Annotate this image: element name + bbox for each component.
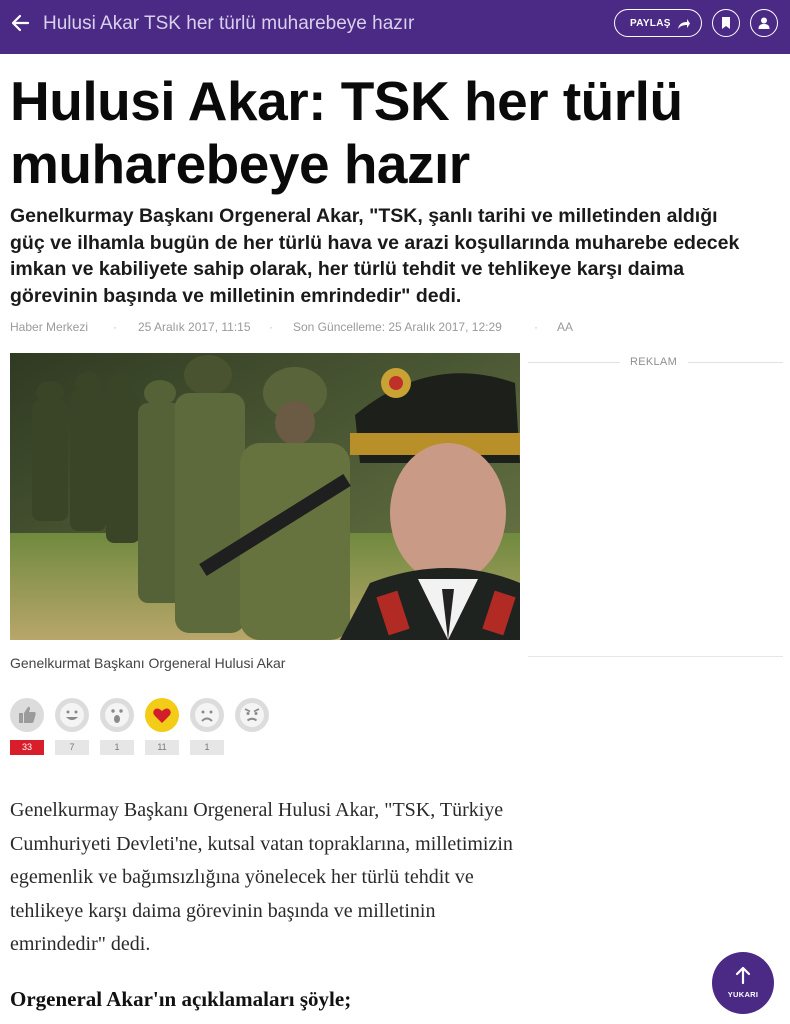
photo-caption: Genelkurmat Başkanı Orgeneral Hulusi Akar [10,655,286,671]
profile-button[interactable] [750,9,778,37]
reaction-count: 1 [100,740,134,755]
ad-label: REKLAM [630,356,678,368]
ad-divider [688,362,783,363]
angry-face-icon [235,698,269,732]
updated-date: Son Güncelleme: 25 Aralık 2017, 12:29 [293,320,502,334]
reaction-sad[interactable] [190,698,224,732]
top-bar [0,0,790,54]
scroll-to-top-button[interactable] [712,952,774,1014]
back-arrow-icon[interactable] [8,10,34,36]
reaction-like[interactable] [10,698,44,732]
article-subheading: Orgeneral Akar'ın açıklamaları şöyle; [10,987,352,1011]
reaction-smile[interactable] [55,698,89,732]
ad-bottom-divider [528,656,783,657]
author-label[interactable]: Haber Merkezi [10,320,89,334]
published-date: 25 Aralık 2017, 11:15 [138,320,251,334]
scroll-to-top-label: YUKARI [727,990,759,999]
meta-separator: · [113,320,117,334]
share-label: PAYLAŞ [630,18,671,29]
top-bar-title: Hulusi Akar TSK her türlü muharebeye hazır [43,13,415,34]
article-body-paragraph: Genelkurmay Başkanı Orgeneral Hulusi Akar, "TSK, Türkiye Cumhuriyeti Devleti'ne, kutsal vatan topraklarına, milletimizin egemenlik ve bağımsızlığına yönelecek her türlü tehdit ve tehlikeye karşı daima görevinin başında ve milletinin emrindedir" dedi. [10,799,513,955]
reaction-count: 7 [55,740,89,755]
reaction-count: 1 [190,740,224,755]
article-photo[interactable] [10,353,520,640]
reaction-count: 33 [10,740,44,755]
article-headline: Hulusi Akar: TSK her türlü muharebeye hazır [10,70,683,195]
ad-divider [528,362,620,363]
user-icon [757,16,771,30]
soldiers-and-general-photo [10,353,520,640]
share-button[interactable] [614,9,702,37]
smile-face-icon [55,698,89,732]
thumbs-up-icon [10,698,44,732]
reaction-count: 11 [145,740,179,755]
bookmark-button[interactable] [712,9,740,37]
reaction-surprised[interactable] [100,698,134,732]
surprised-face-icon [100,698,134,732]
article-summary: Genelkurmay Başkanı Orgeneral Akar, "TSK, şanlı tarihi ve milletinden aldığı güç ve ilhamla bugün de her türlü hava ve arazi koşullarında muharebe edecek imkan ve kabiliyete sahip olarak, her türlü tehdit ve tehlikeye karşı daima görevinin başında ve milletinin emrindedir" dedi. [10,205,740,307]
meta-separator: · [534,320,538,334]
sad-face-icon [190,698,224,732]
bookmark-icon [719,16,733,30]
reaction-angry[interactable] [235,698,269,732]
meta-separator: · [269,320,273,334]
reaction-love[interactable] [145,698,179,732]
arrow-up-icon [733,965,753,985]
share-arrow-icon [677,17,691,31]
source-label: AA [557,320,574,334]
heart-icon [145,698,179,732]
